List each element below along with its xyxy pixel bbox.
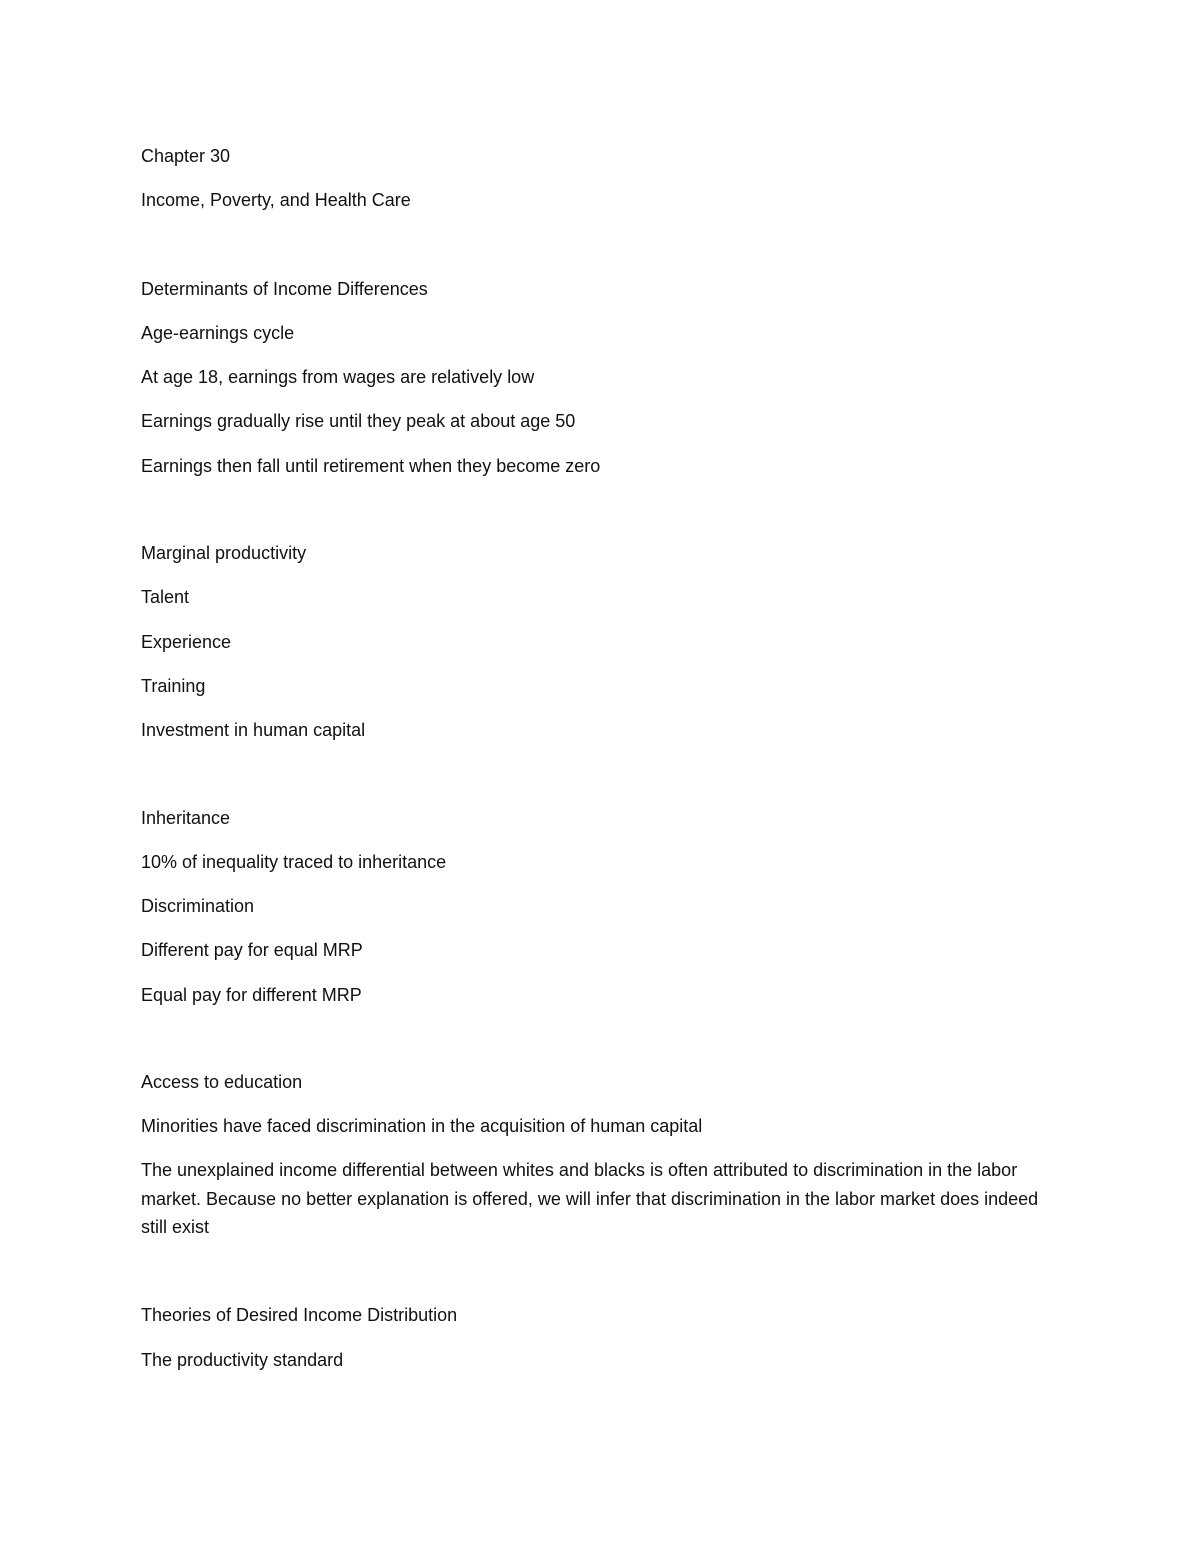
theories-point-1: The productivity standard xyxy=(141,1350,344,1370)
chapter-title: Income, Poverty, and Health Care xyxy=(141,190,411,210)
education-point-1: Minorities have faced discrimination in the acquisition of human capital xyxy=(141,1116,703,1136)
inheritance-point-1: 10% of inequality traced to inheritance xyxy=(141,852,447,872)
age-earnings-point-2: Earnings gradually rise until they peak at about age 50 xyxy=(141,411,576,431)
marginal-productivity-item-human-capital: Investment in human capital xyxy=(141,720,366,740)
discrimination-heading: Discrimination xyxy=(141,896,255,916)
age-earnings-heading: Age-earnings cycle xyxy=(141,323,295,343)
marginal-productivity-item-experience: Experience xyxy=(141,632,232,652)
marginal-productivity-item-talent: Talent xyxy=(141,587,190,607)
marginal-productivity-heading: Marginal productivity xyxy=(141,543,307,563)
age-earnings-point-3: Earnings then fall until retirement when they become zero xyxy=(141,456,601,476)
discrimination-point-2: Equal pay for different MRP xyxy=(141,985,362,1005)
chapter-label: Chapter 30 xyxy=(141,146,231,166)
inheritance-heading: Inheritance xyxy=(141,808,231,828)
theories-heading: Theories of Desired Income Distribution xyxy=(141,1305,458,1325)
marginal-productivity-item-training: Training xyxy=(141,676,206,696)
section-heading-determinants: Determinants of Income Differences xyxy=(141,279,428,299)
education-heading: Access to education xyxy=(141,1072,303,1092)
discrimination-point-1: Different pay for equal MRP xyxy=(141,940,363,960)
education-paragraph: The unexplained income differential between whites and blacks is often attributed to discrimination in the labor market. Because no better explanation is offered, we will infer that discrimination in the labor market does indeed still exist xyxy=(141,1160,1039,1237)
age-earnings-point-1: At age 18, earnings from wages are relatively low xyxy=(141,367,535,387)
